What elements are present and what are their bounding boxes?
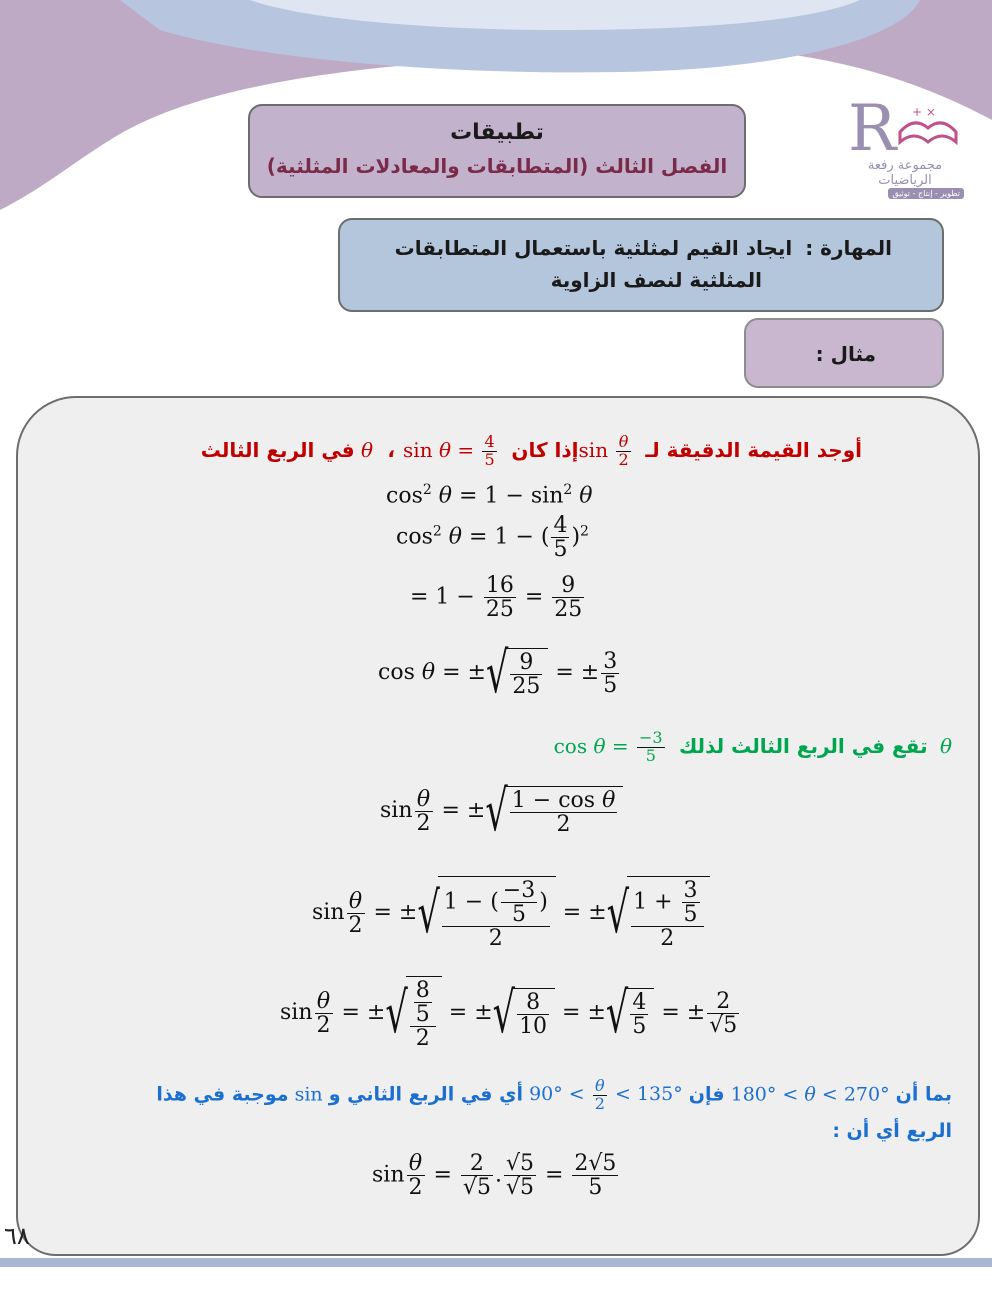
step-simplify: = 1 − $\frac{16}{25}$ = $\frac{9}{25}$ (410, 573, 583, 623)
skill-text-line2: المثلثية لنصف الزاوية (550, 268, 762, 292)
svg-text:+ ×: + × (912, 105, 936, 119)
skill-box (338, 218, 944, 312)
problem-text-d: في الربع الثالث (200, 437, 355, 462)
reasoning-text-d: موجبة في هذا (156, 1083, 289, 1106)
problem-text-a: أوجد القيمة الدقيقة لـ (645, 437, 862, 462)
quadrant-note-text: تقع في الربع الثالث لذلك (678, 733, 928, 758)
header-subtitle: الفصل الثالث (المتطابقات والمعادلات المثلثية) (266, 154, 728, 178)
step-half-angle-substitute: sin $\frac{\theta}{2}$ = ±√ 1 − ( $\frac{-3}{5}$ ) 2 = ±√ 1 + $\frac{3}{5}$ 2 (312, 876, 710, 950)
bottom-bar (0, 1258, 992, 1267)
example-label: مثال : (815, 342, 876, 366)
quadrant-note: θ تقع في الربع الثالث لذلك cos θ = $\frac{-3}{5}$ (553, 728, 952, 765)
page-number: ٦٨ (4, 1222, 30, 1250)
header-box (248, 104, 746, 198)
book-icon (894, 102, 960, 148)
final-answer: sin $\frac{\theta}{2}$ = $\frac{2}{√5}$ . $\frac{√5}{√5}$ = $\frac{2√5}{5}$ (372, 1151, 617, 1201)
step-substitute: $\cos^2 \theta = 1$ − ( $\frac{4}{5}$ )$^2$ (396, 513, 589, 563)
cos-negative: cos θ = $\frac{-3}{5}$ (553, 728, 663, 765)
logo-letter: R (848, 92, 897, 166)
problem-text-c: ، (387, 437, 396, 462)
problem-half-angle: sin $\frac{\theta}{2}$ (578, 432, 629, 469)
problem-text-b: إذا كان (511, 437, 579, 462)
reasoning-line2: الربع أي أن : (832, 1120, 952, 1142)
step-cos-value: cos θ = ±√ $\frac{9}{25}$ = ± $\frac{3}{5}$ (378, 640, 618, 706)
logo-name: مجموعة رفعة الرياضيات (867, 158, 943, 188)
header-title: تطبيقات (450, 120, 544, 145)
logo (842, 92, 968, 206)
reasoning-line1: بما أن 180° < θ < 270° فإن 90° < $\frac{\theta}{2}$ < 135° أي في الربع الثاني و sin موجبة في هذا (156, 1076, 952, 1113)
reasoning-text-c: أي في الربع الثاني و (328, 1083, 524, 1106)
reasoning-text-b: فإن (688, 1083, 725, 1106)
logo-tagline: تطوير - إنتاج - توثيق (888, 188, 964, 199)
skill-label: المهارة : (805, 236, 892, 260)
problem-given: sin θ = $\frac{4}{5}$ (403, 432, 495, 469)
problem-statement: أوجد القيمة الدقيقة لـ sin $\frac{\theta}{2}$ إذا كان sin θ = $\frac{4}{5}$ ، θ في الربع الثالث (200, 432, 862, 469)
step-half-angle-formula: sin $\frac{\theta}{2}$ = ±√ $\frac{\text{1 − cos θ}}{2}$ (380, 786, 623, 836)
skill-text-line1: ايجاد القيم لمثلثية باستعمال المتطابقات (394, 236, 793, 260)
step-half-angle-simplify: sin $\frac{\theta}{2}$ = ±√ $\frac{\frac{8}{5}}{2}$ = ±√ $\frac{8}{10}$ = ±√ $\frac{4}{5}$ = ± $\frac{2}{√5}$ (280, 978, 738, 1052)
reasoning-text-a: بما أن (895, 1083, 952, 1106)
example-label-box (744, 318, 944, 388)
step-identity: $\cos^2 \theta = 1 - \sin^2 \theta$ (386, 482, 593, 509)
